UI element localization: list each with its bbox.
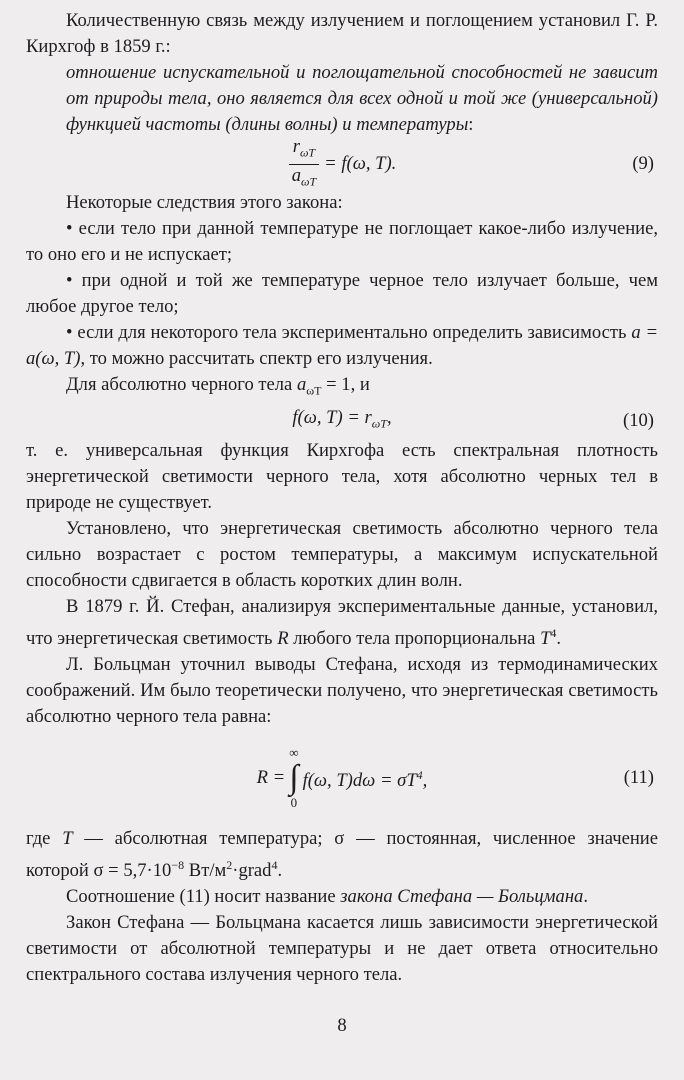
text: ,: [386, 406, 392, 428]
text: a: [291, 164, 301, 186]
equation-number: (11): [623, 766, 654, 788]
text: ωT: [306, 383, 322, 398]
text: ωT: [299, 145, 316, 160]
text: T: [62, 827, 73, 849]
paragraph-universal-function: [26, 438, 658, 516]
formula-9: [26, 135, 658, 190]
text: — абсолютная температура; σ — постоянная, численное значение которой σ = 5,7·10: [26, 827, 658, 882]
text: Для абсолютно черного тела: [66, 374, 297, 395]
paragraph-where: [26, 826, 658, 884]
text: T: [540, 627, 551, 649]
lower-limit: 0: [290, 794, 298, 810]
kirchhoff-law-statement: [26, 60, 658, 138]
formula-body: [303, 762, 428, 794]
text: −8: [171, 857, 185, 872]
text: 4: [416, 767, 423, 782]
upper-limit: ∞: [289, 744, 299, 760]
page-number: 8: [337, 1015, 347, 1036]
text: r: [292, 135, 300, 157]
paragraph-stefan: [26, 594, 658, 652]
formula-11: [26, 730, 658, 826]
text: любого тела пропорциональна: [288, 627, 541, 649]
paragraph-boltzmann: [26, 652, 658, 730]
equation-number: (9): [632, 153, 654, 174]
fraction: [288, 136, 320, 192]
text: отношение испускательной и поглощательной способностей не зависит от природы тела, оно является для всех одной и той же (универсальной) функцией частоты (длины волны) и температуры: [66, 62, 658, 135]
text: .: [583, 886, 589, 908]
text: Установлено, что энергетическая светимость абсолютно черного тела сильно возрастает с ростом температуры, а максимум испускательной способности сдвигается в область коротких длин волн.: [26, 517, 658, 591]
text: Некоторые следствия этого закона:: [66, 192, 343, 213]
equation-number: (10): [623, 409, 654, 431]
text: Закон Стефана — Больцмана касается лишь зависимости энергетической светимости от абсолютной температуры и не дает ответа относительно спектрального состава излучения черного тела.: [26, 912, 658, 986]
formula-10: [26, 404, 658, 438]
bullet-item-3: [26, 320, 658, 372]
formula-rhs: = f(ω, T).: [324, 153, 397, 174]
text: 2: [226, 857, 233, 872]
bullet-item-2: [26, 268, 658, 320]
text: • если тело при данной температуре не поглощает какое-либо излучение, то оно его и не испускает;: [26, 218, 658, 265]
text: f(ω, T) = r: [292, 406, 372, 428]
formula-body: [292, 405, 391, 437]
text: ·grad: [232, 860, 272, 882]
text: • если для некоторого тела экспериментально определить зависимость: [66, 322, 632, 343]
text: :: [468, 114, 474, 135]
bullet-item-1: [26, 216, 658, 268]
integral-symbol: ∫: [289, 758, 299, 796]
paragraph-black-body: [26, 372, 658, 404]
text: где: [26, 827, 63, 849]
paragraph-kirchhoff-intro: [26, 8, 658, 60]
text: f(ω, T)dω = σT: [302, 770, 417, 791]
text: R: [277, 627, 289, 649]
text: т. е. универсальная функция Кирхгофа есть спектральная плотность энергетической светимости черного тела, хотя абсолютно черных тел в природе не существует.: [26, 439, 658, 513]
text: , то можно рассчитать спектр его излучения.: [80, 348, 433, 369]
text: .: [277, 860, 283, 882]
formula-lhs: R =: [256, 766, 286, 788]
text: = 1, и: [321, 374, 370, 395]
text: Количественную связь между излучением и поглощением установил Г. Р. Кирхгоф в 1859 г.:: [26, 10, 658, 57]
integral-sign: [289, 746, 298, 810]
inline-formula: a: [296, 374, 307, 395]
paragraph-consequences: [26, 190, 658, 216]
text: Вт/м: [184, 860, 227, 882]
inline-formula: a = a(ω, T): [26, 322, 659, 369]
text: 4: [550, 625, 557, 640]
text: ωT: [300, 174, 317, 189]
text: ,: [422, 770, 428, 791]
text: Соотношение (11) носит название: [66, 886, 341, 908]
text: 4: [271, 857, 278, 872]
paragraph-law-limits: [26, 910, 658, 988]
paragraph-established: [26, 516, 658, 594]
text: • при одной и той же температуре черное тело излучает больше, чем любое другое тело;: [26, 270, 658, 317]
paragraph-law-name: [26, 884, 658, 910]
text: закона Стефана — Больцмана: [340, 886, 584, 908]
text: Л. Больцман уточнил выводы Стефана, исходя из термодинамических соображений. Им было теоретически получено, что энергетическая светимость абсолютно черного тела равна:: [26, 653, 658, 727]
text: ωT: [371, 416, 387, 431]
text: .: [556, 627, 562, 649]
text: В 1879 г. Й. Стефан, анализируя экспериментальные данные, установил, что энергетическая светимость: [26, 595, 658, 649]
